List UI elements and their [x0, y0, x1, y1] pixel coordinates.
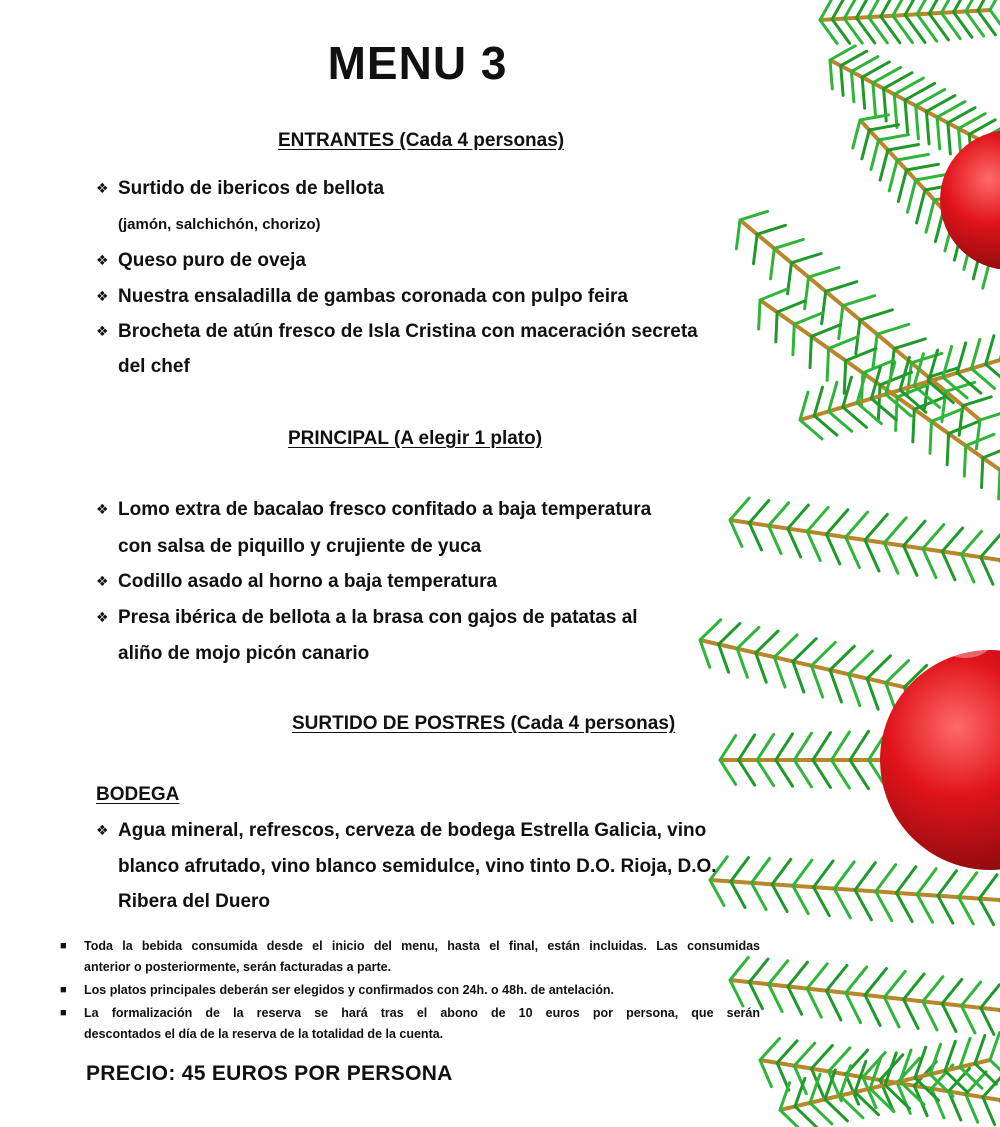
principal-continuation: aliño de mojo picón canario — [118, 643, 370, 664]
diamond-bullet-icon: ❖ — [96, 822, 109, 838]
principal-item: ❖ Lomo extra de bacalao fresco confitado a baja temperatura — [96, 491, 651, 528]
diamond-bullet-icon: ❖ — [96, 252, 109, 268]
diamond-bullet-icon: ❖ — [96, 573, 109, 589]
principal-heading: PRINCIPAL (A elegir 1 plato) — [288, 428, 543, 449]
entrantes-heading: ENTRANTES (Cada 4 personas) — [278, 130, 565, 151]
bullet-dot-icon: ■ — [60, 984, 67, 996]
bodega-continuation: blanco afrutado, vino blanco semidulce, vino tinto D.O. Rioja, D.O. — [118, 856, 717, 877]
entrante-item: ❖ Surtido de ibericos de bellota — [96, 170, 384, 207]
menu-title: MENU 3 — [327, 37, 508, 89]
entrante-item: ❖ Nuestra ensaladilla de gambas coronada con pulpo feira — [96, 278, 628, 315]
diamond-bullet-icon: ❖ — [96, 501, 109, 517]
bodega-heading: BODEGA — [96, 784, 180, 805]
entrante-item: ❖ Brocheta de atún fresco de Isla Cristina con maceración secreta — [96, 313, 698, 350]
entrante-continuation: del chef — [118, 356, 190, 377]
note-item: ■ La formalización de la reserva se hará tras el abono de 10 euros por persona, que serán descontados el día de la reserva de la totalidad de la cuenta. — [60, 1003, 760, 1045]
diamond-bullet-icon: ❖ — [96, 180, 109, 196]
bullet-dot-icon: ■ — [60, 1007, 67, 1019]
diamond-bullet-icon: ❖ — [96, 323, 109, 339]
entrante-item: ❖ Queso puro de oveja — [96, 242, 306, 279]
principal-continuation: con salsa de piquillo y crujiente de yuca — [118, 536, 482, 557]
principal-item: ❖ Presa ibérica de bellota a la brasa con gajos de patatas al — [96, 599, 638, 636]
bodega-item: ❖ Agua mineral, refrescos, cerveza de bodega Estrella Galicia, vino — [96, 812, 706, 849]
diamond-bullet-icon: ❖ — [96, 288, 109, 304]
note-item: ■ Los platos principales deberán ser elegidos y confirmados con 24h. o 48h. de antelación. — [60, 980, 760, 1001]
note-item: ■ Toda la bebida consumida desde el inicio del menu, hasta el final, están incluidas. Las consumidas anterior o posteriormente, serán facturadas a parte. — [60, 936, 760, 978]
diamond-bullet-icon: ❖ — [96, 609, 109, 625]
postres-heading: SURTIDO DE POSTRES (Cada 4 personas) — [292, 713, 676, 734]
principal-item: ❖ Codillo asado al horno a baja temperatura — [96, 563, 497, 600]
price-label: PRECIO: 45 EUROS POR PERSONA — [86, 1062, 453, 1085]
entrante-detail: (jamón, salchichón, chorizo) — [118, 216, 321, 233]
bodega-continuation: Ribera del Duero — [118, 891, 271, 912]
bullet-dot-icon: ■ — [60, 940, 67, 952]
